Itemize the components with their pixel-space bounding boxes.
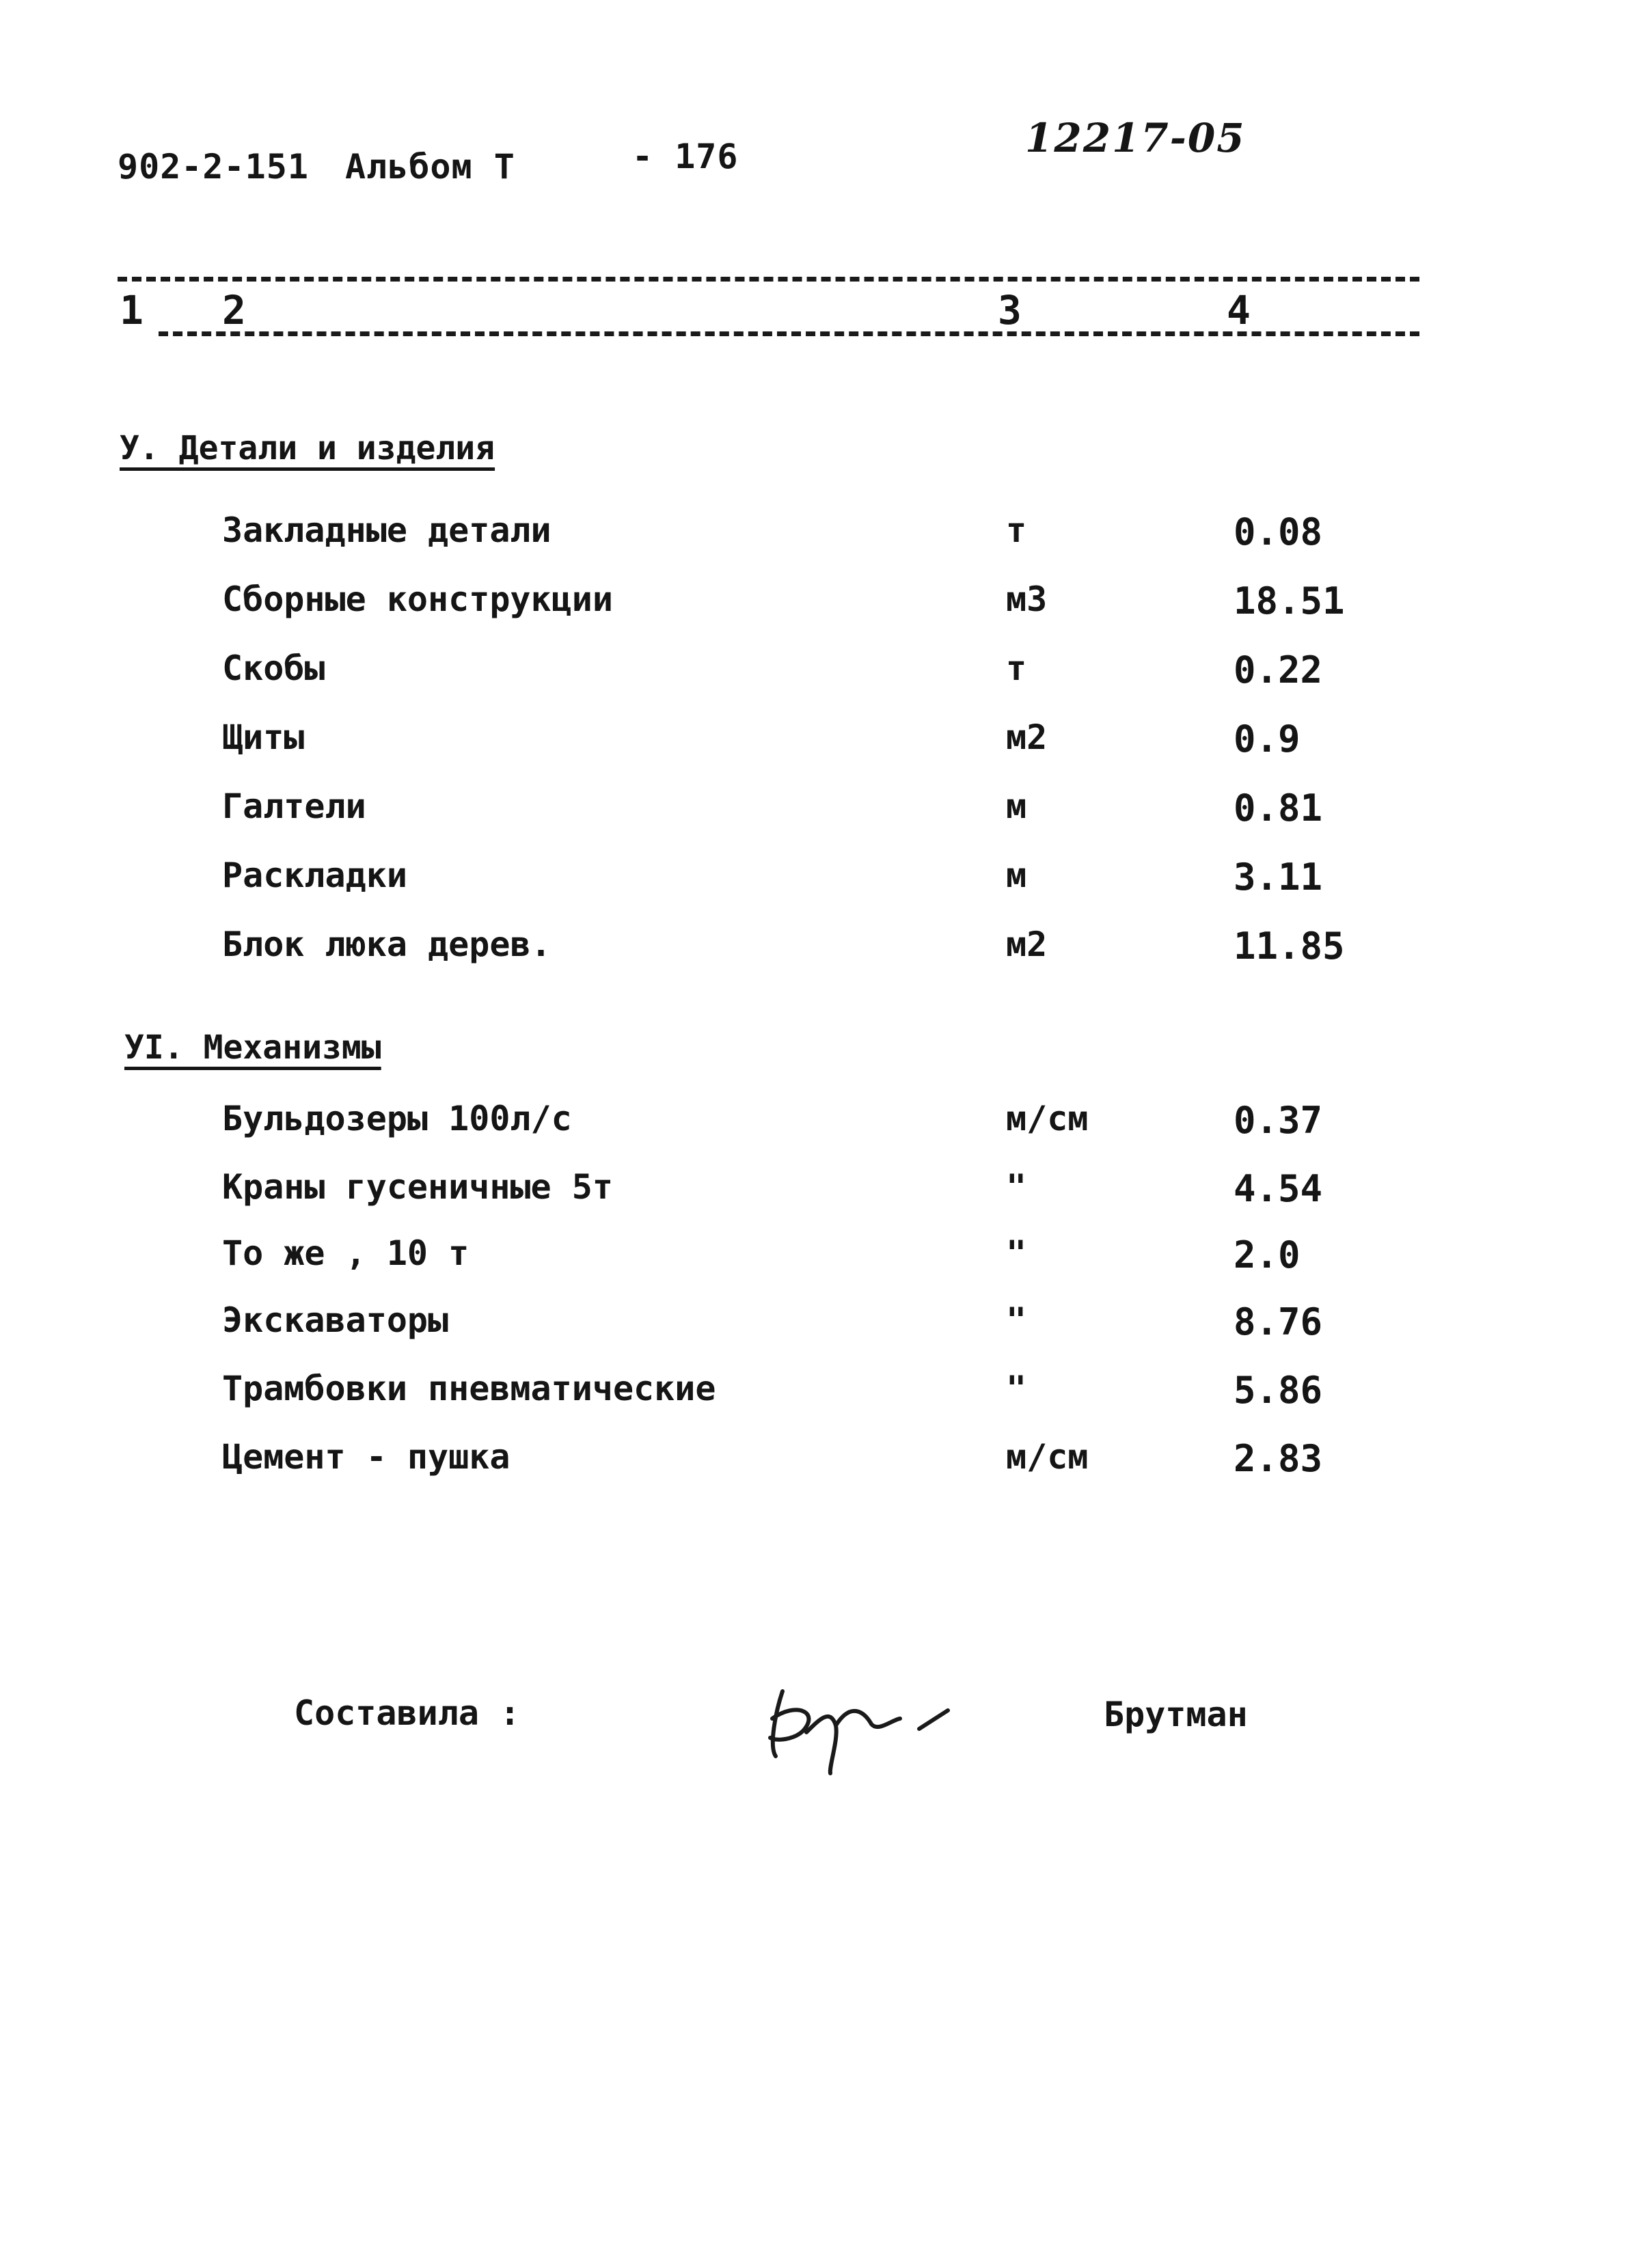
- item-unit: м/см: [1006, 1099, 1089, 1138]
- item-value: 3.11: [1234, 856, 1323, 899]
- column-number-4: 4: [1227, 287, 1251, 333]
- item-value: 4.54: [1234, 1167, 1323, 1210]
- table-row: [0, 787, 1647, 841]
- item-unit: м2: [1006, 718, 1048, 757]
- item-value: 0.9: [1234, 718, 1301, 761]
- table-row: [0, 718, 1647, 772]
- item-value: 11.85: [1234, 925, 1345, 968]
- item-name: Бульдозеры 100л/с: [222, 1099, 572, 1138]
- table-row: [0, 1437, 1647, 1492]
- item-value: 18.51: [1234, 579, 1345, 623]
- item-name: Галтели: [222, 787, 366, 826]
- table-row: [0, 1369, 1647, 1423]
- item-name: Экскаваторы: [222, 1300, 449, 1340]
- page-number: - 176: [632, 137, 739, 176]
- item-name: Скобы: [222, 648, 325, 688]
- item-name: Закладные детали: [222, 510, 552, 550]
- column-number-3: 3: [998, 287, 1022, 333]
- item-unit: ": [1006, 1167, 1027, 1207]
- section-title-machinery: УI. Механизмы: [124, 1028, 381, 1067]
- compiler-name: Брутман: [1104, 1695, 1248, 1734]
- item-unit: м3: [1006, 579, 1048, 619]
- column-number-2: 2: [222, 287, 246, 333]
- table-row: [0, 1300, 1647, 1355]
- document-code: 902-2-151: [118, 147, 309, 187]
- table-row: [0, 510, 1647, 565]
- table-row: [0, 1233, 1647, 1288]
- item-unit: т: [1006, 648, 1027, 688]
- item-value: 5.86: [1234, 1369, 1323, 1412]
- item-name: Краны гусеничные 5т: [222, 1167, 613, 1207]
- table-row: [0, 925, 1647, 979]
- item-value: 2.83: [1234, 1437, 1323, 1480]
- item-name: Блок люка дерев.: [222, 925, 552, 964]
- item-name: Трамбовки пневматические: [222, 1369, 716, 1408]
- column-numbers-dashed-rule: [159, 331, 1419, 336]
- item-name: Цемент - пушка: [222, 1437, 511, 1477]
- item-value: 0.08: [1234, 510, 1323, 554]
- album-label: Альбом Т: [345, 147, 515, 187]
- top-dashed-rule: [118, 277, 1419, 282]
- item-unit: ": [1006, 1233, 1027, 1273]
- item-unit: м: [1006, 787, 1027, 826]
- handwritten-inventory-number: 12217-05: [1025, 115, 1246, 161]
- column-number-1: 1: [120, 287, 144, 333]
- item-name: Раскладки: [222, 856, 407, 895]
- section-title-details: У. Детали и изделия: [120, 429, 495, 467]
- item-name: Щиты: [222, 718, 305, 757]
- table-row: [0, 1167, 1647, 1222]
- item-value: 0.22: [1234, 648, 1323, 692]
- item-unit: м: [1006, 856, 1027, 895]
- compiled-by-label: Составила :: [294, 1693, 521, 1733]
- item-value: 0.37: [1234, 1099, 1323, 1142]
- item-unit: т: [1006, 510, 1027, 550]
- table-row: [0, 856, 1647, 910]
- item-name: То же , 10 т: [222, 1233, 469, 1273]
- item-unit: м2: [1006, 925, 1048, 964]
- item-value: 2.0: [1234, 1233, 1301, 1276]
- table-row: [0, 648, 1647, 703]
- item-name: Сборные конструкции: [222, 579, 613, 619]
- table-row: [0, 1099, 1647, 1153]
- table-row: [0, 579, 1647, 634]
- item-unit: ": [1006, 1300, 1027, 1340]
- item-value: 0.81: [1234, 787, 1323, 830]
- handwritten-signature: [755, 1671, 960, 1787]
- item-value: 8.76: [1234, 1300, 1323, 1343]
- item-unit: ": [1006, 1369, 1027, 1408]
- item-unit: м/см: [1006, 1437, 1089, 1477]
